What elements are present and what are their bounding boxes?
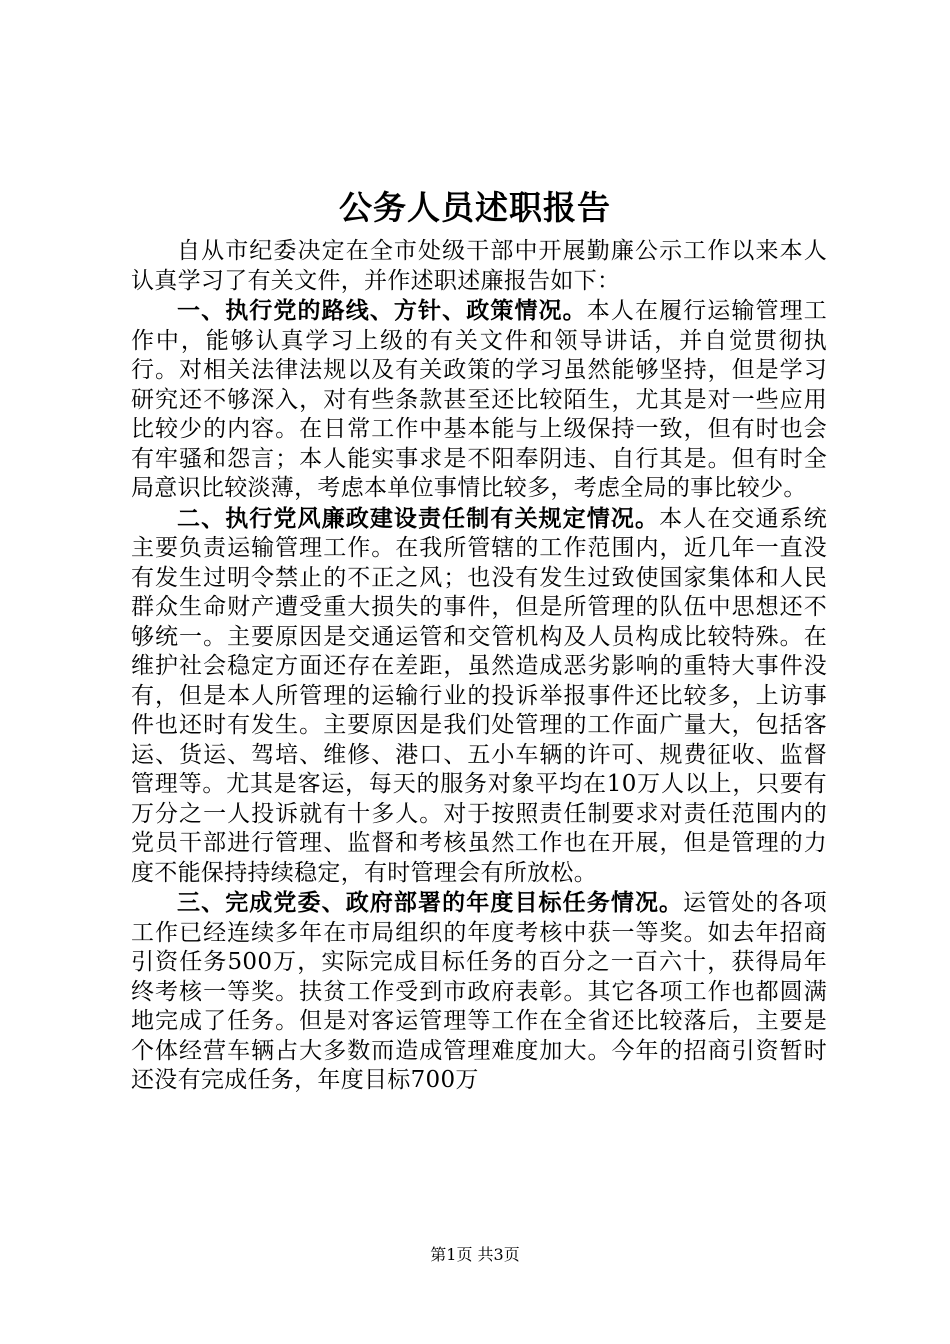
document-body xyxy=(131,236,827,1096)
paragraph-text: 自从市纪委决定在全市处级干部中开展勤廉公示工作以来本人认真学习了有关文件，并作述职述廉报告如下： xyxy=(131,238,827,294)
paragraph-text: 本人在交通系统主要负责运输管理工作。在我所管辖的工作范围内，近几年一直没有发生过明令禁止的不正之风；也没有发生过致使国家集体和人民群众生命财产遭受重大损失的事件，但是所管理的队伍中思想还不够统一。主要原因是交通运管和交管机构及人员构成比较特殊。在维护社会稳定方面还存在差距，虽然造成恶劣影响的重特大事件没有，但是本人所管理的运输行业的投诉举报事件还比较多，上访事件也还时有发生。主要原因是我们处管理的工作面广量大，包括客运、货运、驾培、维修、港口、五小车辆的许可、规费征收、监督管理等。尤其是客运，每天的服务对象平均在10万人以上，只要有万分之一人投诉就有十多人。对于按照责任制要求对责任范围内的党员干部进行管理、监督和考核虽然工作也在开展，但是管理的力度不能保持持续稳定，有时管理会有所放松。 xyxy=(131,505,827,886)
page-number-footer: 第1页 共3页 xyxy=(430,1245,520,1264)
document-title: 公务人员述职报告 xyxy=(339,188,611,227)
paragraph-heading: 三、完成党委、政府部署的年度目标任务情况。 xyxy=(177,889,684,916)
paragraph-heading: 二、执行党风廉政建设责任制有关规定情况。 xyxy=(177,504,660,532)
paragraph-heading: 一、执行党的路线、方针、政策情况。 xyxy=(177,297,587,324)
paragraph-section-1 xyxy=(131,296,827,504)
paragraph-text: 运管处的各项工作已经连续多年在市局组织的年度考核中获一等奖。如去年招商引资任务500万，实际完成目标任务的百分之一百六十，获得局年终考核一等奖。扶贫工作受到市政府表彰。其它各项工作也都圆满地完成了任务。但是对客运管理等工作在全省还比较落后，主要是个体经营车辆占大多数而造成管理难度加大。今年的招商引资暂时还没有完成任务，年度目标700万 xyxy=(131,890,827,1093)
paragraph-intro xyxy=(131,236,827,296)
paragraph-section-2 xyxy=(131,504,827,889)
paragraph-text: 本人在履行运输管理工作中，能够认真学习上级的有关文件和领导讲话，并自觉贯彻执行。对相关法律法规以及有关政策的学习虽然能够坚持，但是学习研究还不够深入，对有些条款甚至还比较陌生，尤其是对一些应用比较少的内容。在日常工作中基本能与上级保持一致，但有时也会有牢骚和怨言；本人能实事求是不阳奉阴违、自行其是。但有时全局意识比较淡薄，考虑本单位事情比较多，考虑全局的事比较少。 xyxy=(131,298,827,501)
paragraph-section-3 xyxy=(131,888,827,1096)
